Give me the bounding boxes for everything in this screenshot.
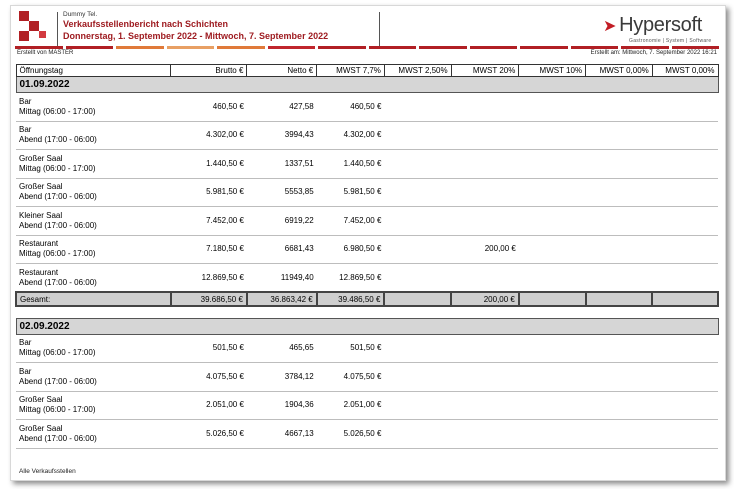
table-row [16,93,718,122]
value-cell [451,264,519,293]
value-cell: 4.075,50 € [317,363,385,392]
value-cell: 427,58 [247,93,317,122]
value-cell [519,178,586,207]
footer-filter: Alle Verkaufsstellen [19,468,76,475]
value-cell [384,391,451,420]
value-cell: 5.026,50 € [317,420,385,449]
total-cell [384,292,451,306]
report-page [10,5,726,481]
total-cell [519,292,586,306]
value-cell [384,264,451,293]
column-header: Netto € [247,65,317,77]
value-cell [519,93,586,122]
value-cell [519,121,586,150]
value-cell: 4.302,00 € [171,121,247,150]
value-cell: 2.051,00 € [317,391,385,420]
value-cell [384,334,451,363]
value-cell [586,93,653,122]
table-row [16,391,718,420]
table-row [16,363,718,392]
value-cell [519,150,586,179]
value-cell [384,93,451,122]
stripe-segment [571,46,619,49]
value-cell: 3994,43 [247,121,317,150]
location-name: Kleiner Saal [19,210,63,220]
value-cell [451,178,519,207]
value-cell: 465,65 [247,334,317,363]
value-cell [652,420,718,449]
hypersoft-logo [603,14,712,44]
shift-name: Abend (17:00 - 06:00) [19,135,97,145]
value-cell [652,264,718,293]
column-header: MWST 0,00% [586,65,653,77]
value-cell [586,235,653,264]
header-color-stripe [15,46,719,49]
shift-name: Mittag (06:00 - 17:00) [19,249,96,259]
total-label: Gesamt: [16,292,171,306]
shift-name: Mittag (06:00 - 17:00) [19,405,96,415]
shift-name: Abend (17:00 - 06:00) [19,376,97,386]
value-cell [519,207,586,236]
location-name: Großer Saal [19,423,63,433]
shift-name: Abend (17:00 - 06:00) [19,220,97,230]
shift-name: Mittag (06:00 - 17:00) [19,106,96,116]
value-cell: 7.452,00 € [171,207,247,236]
value-cell: 3784,12 [247,363,317,392]
value-cell [652,93,718,122]
table-row [16,420,718,449]
value-cell: 11949,40 [247,264,317,293]
day-date: 01.09.2022 [16,77,718,93]
location-name: Großer Saal [19,182,63,192]
shift-name: Abend (17:00 - 06:00) [19,277,97,287]
value-cell: 7.452,00 € [317,207,385,236]
created-at: Erstellt am: Mittwoch, 7. September 2022 16:21 [590,50,717,56]
total-cell: 39.486,50 € [317,292,385,306]
location-cell [16,150,171,179]
value-cell [586,178,653,207]
total-cell: 200,00 € [451,292,519,306]
value-cell: 1904,36 [247,391,317,420]
value-cell [384,178,451,207]
location-name: Restaurant [19,239,59,249]
total-cell [586,292,653,306]
stripe-segment [672,46,720,49]
company-logo [19,11,47,43]
location-cell [16,121,171,150]
value-cell [586,363,653,392]
value-cell [586,264,653,293]
value-cell [652,334,718,363]
report-date-range: Donnerstag, 1. September 2022 - Mittwoch, 7. September 2022 [63,31,329,41]
shift-name: Mittag (06:00 - 17:00) [19,348,96,358]
report-title: Verkaufsstellenbericht nach Schichten [63,19,229,29]
table-row [16,207,718,236]
location-name: Restaurant [19,267,59,277]
column-header: Öffnungstag [16,65,171,77]
stripe-segment [66,46,114,49]
location-name: Großer Saal [19,153,63,163]
location-cell [16,178,171,207]
total-row [16,292,718,306]
column-header: MWST 7,7% [317,65,385,77]
value-cell [519,363,586,392]
value-cell [652,391,718,420]
stripe-segment [217,46,265,49]
location-cell [16,391,171,420]
location-cell [16,264,171,293]
report-header [15,10,719,48]
value-cell [384,235,451,264]
total-cell: 39.686,50 € [171,292,247,306]
stripe-segment [318,46,366,49]
column-header: MWST 2,50% [384,65,451,77]
value-cell [652,121,718,150]
value-cell: 5.981,50 € [317,178,385,207]
spacer-cell [16,306,718,318]
value-cell [451,207,519,236]
value-cell: 200,00 € [451,235,519,264]
table-header-row [16,65,718,77]
brand-tagline: Gastronomie | System | Software [629,38,712,44]
location-cell [16,235,171,264]
value-cell [519,391,586,420]
stripe-segment [470,46,518,49]
location-cell [16,420,171,449]
value-cell: 5.981,50 € [171,178,247,207]
value-cell [384,150,451,179]
day-row [16,318,718,334]
stripe-segment [15,46,63,49]
value-cell [519,420,586,449]
value-cell [519,334,586,363]
column-header: MWST 0,00% [652,65,718,77]
value-cell [451,121,519,150]
value-cell: 12.869,50 € [171,264,247,293]
value-cell: 5.026,50 € [171,420,247,449]
value-cell: 6681,43 [247,235,317,264]
value-cell [384,207,451,236]
column-header: MWST 10% [519,65,586,77]
table-row [16,264,718,293]
value-cell: 1337,51 [247,150,317,179]
value-cell [519,235,586,264]
stripe-segment [621,46,669,49]
company-name: Dummy Tel. [63,11,98,18]
value-cell [519,264,586,293]
sales-table [15,64,719,449]
total-cell [652,292,718,306]
stripe-segment [268,46,316,49]
value-cell [652,235,718,264]
value-cell [652,363,718,392]
value-cell: 12.869,50 € [317,264,385,293]
day-spacer [16,306,718,318]
column-header: Brutto € [171,65,247,77]
table-row [16,150,718,179]
stripe-segment [369,46,417,49]
value-cell [652,178,718,207]
shift-name: Mittag (06:00 - 17:00) [19,163,96,173]
created-by: Erstellt von MASTER [17,50,74,56]
location-name: Bar [19,125,32,135]
shift-name: Abend (17:00 - 06:00) [19,192,97,202]
location-name: Bar [19,96,32,106]
value-cell: 2.051,00 € [171,391,247,420]
total-cell: 36.863,42 € [247,292,317,306]
value-cell: 4.075,50 € [171,363,247,392]
day-date: 02.09.2022 [16,318,718,334]
value-cell [586,334,653,363]
value-cell [451,363,519,392]
stripe-segment [116,46,164,49]
value-cell [384,420,451,449]
value-cell: 5553,85 [247,178,317,207]
location-cell [16,207,171,236]
table-row [16,334,718,363]
value-cell: 501,50 € [171,334,247,363]
value-cell: 6919,22 [247,207,317,236]
shift-name: Abend (17:00 - 06:00) [19,433,97,443]
value-cell: 460,50 € [171,93,247,122]
value-cell [451,391,519,420]
value-cell [586,150,653,179]
value-cell: 6.980,50 € [317,235,385,264]
location-cell [16,363,171,392]
value-cell [586,207,653,236]
value-cell [652,150,718,179]
value-cell [652,207,718,236]
value-cell: 4.302,00 € [317,121,385,150]
location-name: Großer Saal [19,395,63,405]
table-row [16,121,718,150]
value-cell: 4667,13 [247,420,317,449]
value-cell [384,363,451,392]
hypersoft-mark-icon: ➤ [603,18,617,35]
stripe-segment [419,46,467,49]
value-cell [451,150,519,179]
value-cell: 501,50 € [317,334,385,363]
value-cell: 1.440,50 € [171,150,247,179]
stripe-segment [167,46,215,49]
value-cell [384,121,451,150]
location-name: Bar [19,366,32,376]
value-cell: 1.440,50 € [317,150,385,179]
day-row [16,77,718,93]
location-cell [16,93,171,122]
brand-name: Hypersoft [619,14,702,36]
table-row [16,178,718,207]
value-cell [451,93,519,122]
column-header: MWST 20% [451,65,519,77]
value-cell [586,121,653,150]
value-cell [451,420,519,449]
value-cell [586,420,653,449]
stripe-segment [520,46,568,49]
table-row [16,235,718,264]
value-cell [451,334,519,363]
location-name: Bar [19,338,32,348]
value-cell [586,391,653,420]
value-cell: 460,50 € [317,93,385,122]
value-cell: 7.180,50 € [171,235,247,264]
location-cell [16,334,171,363]
